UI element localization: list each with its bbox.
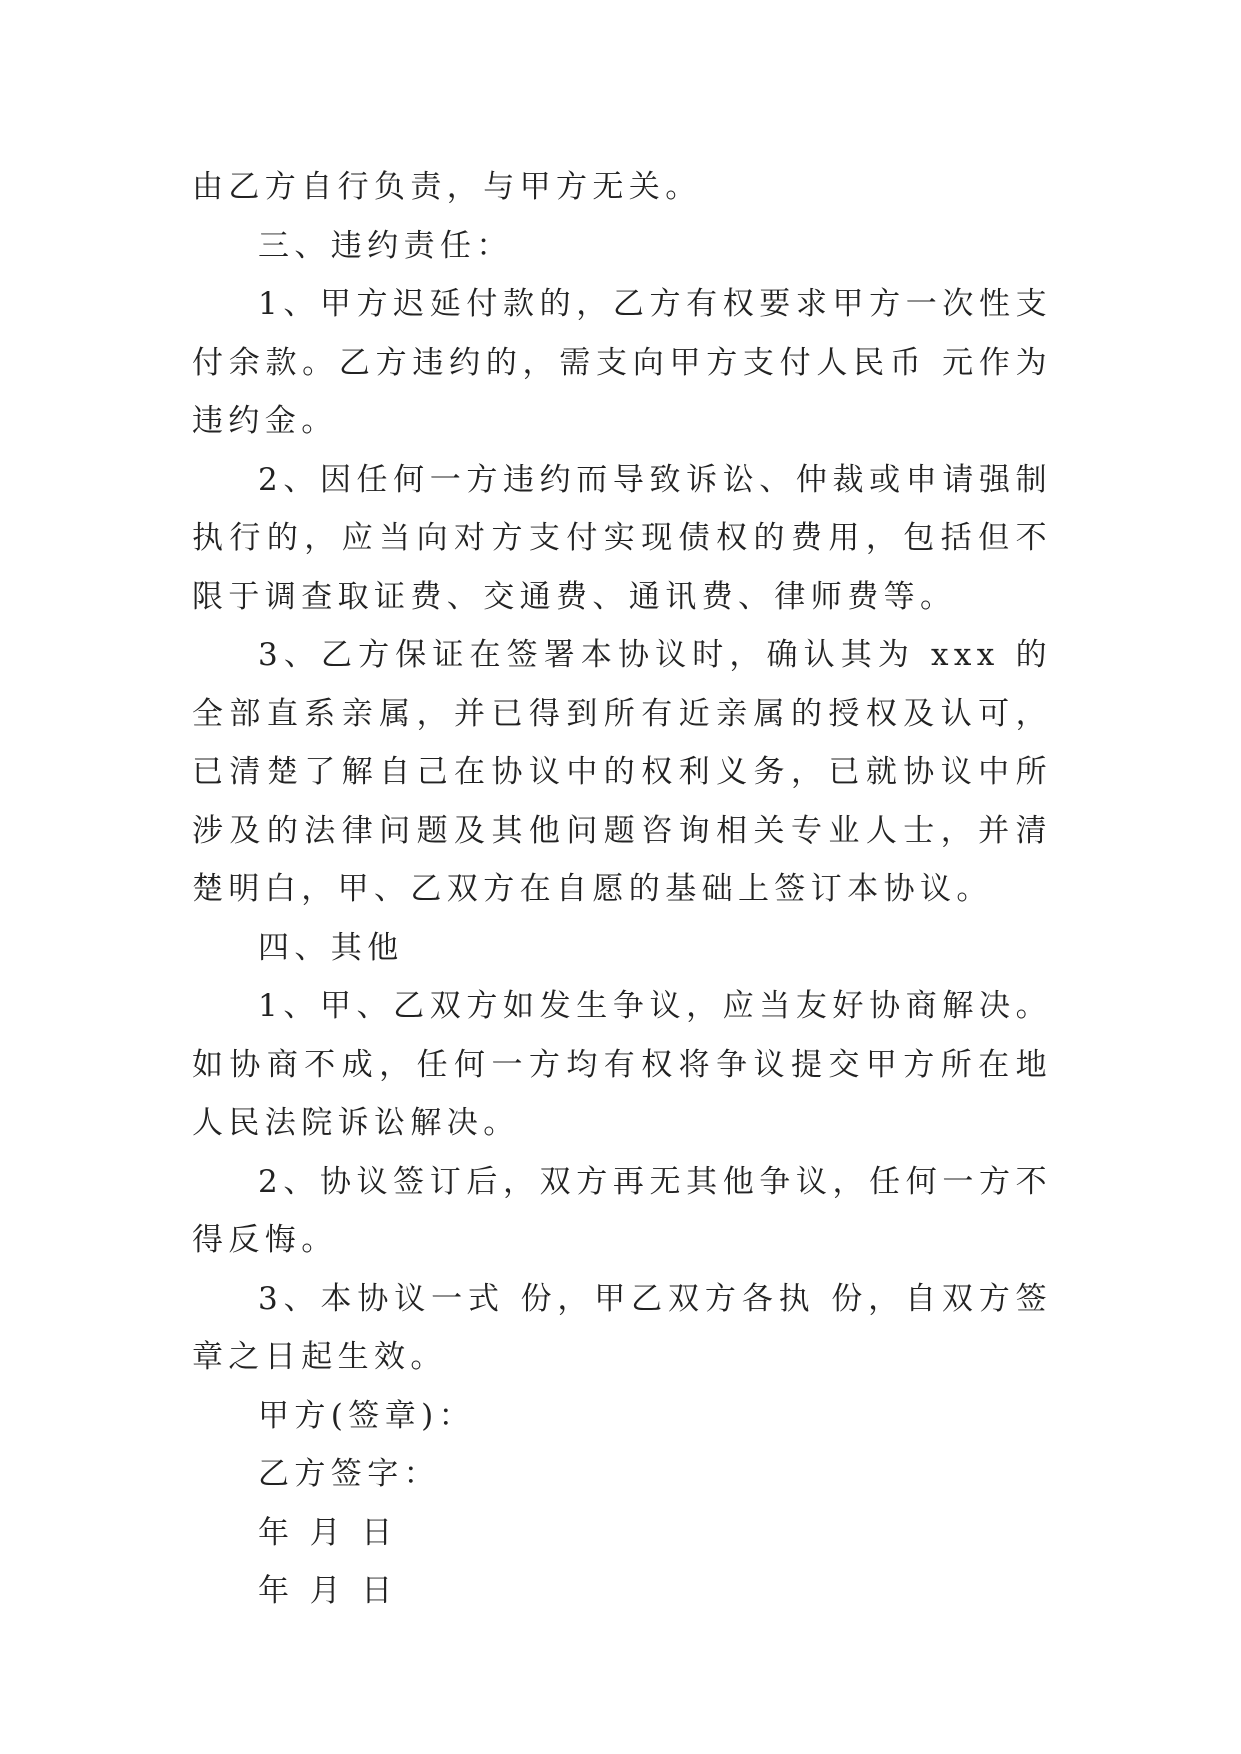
section-heading-other: 四、其他 [258,929,404,966]
date-line-party-a: 年 月 日 [258,1514,398,1551]
paragraph-liability-tail: 由乙方自行负责，与甲方无关。 [192,169,702,205]
paragraph-other-3: 3、本协议一式 份，甲乙双方各执 份，自双方签章之日起生效。 [192,1280,1052,1375]
paragraph-breach-1: 1、甲方迟延付款的，乙方有权要求甲方一次性支付余款。乙方违约的，需支向甲方支付人民币 元作为违约金。 [192,286,1052,439]
section-heading-breach: 三、违约责任： [258,227,513,264]
signature-party-b: 乙方签字： [258,1456,440,1492]
signature-party-a: 甲方(签章)： [258,1397,475,1434]
paragraph-breach-2: 2、因任何一方违约而导致诉讼、仲裁或申请强制执行的，应当向对方支付实现债权的费用，包括但不限于调查取证费、交通费、通讯费、律师费等。 [192,461,1052,615]
document-body [192,158,1052,1621]
paragraph-other-1: 1、甲、乙双方如发生争议，应当友好协商解决。如协商不成，任何一方均有权将争议提交甲方所在地人民法院诉讼解决。 [192,988,1052,1141]
date-line-party-b: 年 月 日 [258,1573,398,1609]
paragraph-breach-3: 3、乙方保证在签署本协议时，确认其为 xxx 的全部直系亲属，并已得到所有近亲属的授权及认可，已清楚了解自己在协议中的权利义务，已就协议中所涉及的法律问题及其他问题咨询相关专业人士，并清楚明白，甲、乙双方在自愿的基础上签订本协议。 [192,637,1052,907]
paragraph-other-2: 2、协议签订后，双方再无其他争议，任何一方不得反悔。 [192,1163,1052,1258]
